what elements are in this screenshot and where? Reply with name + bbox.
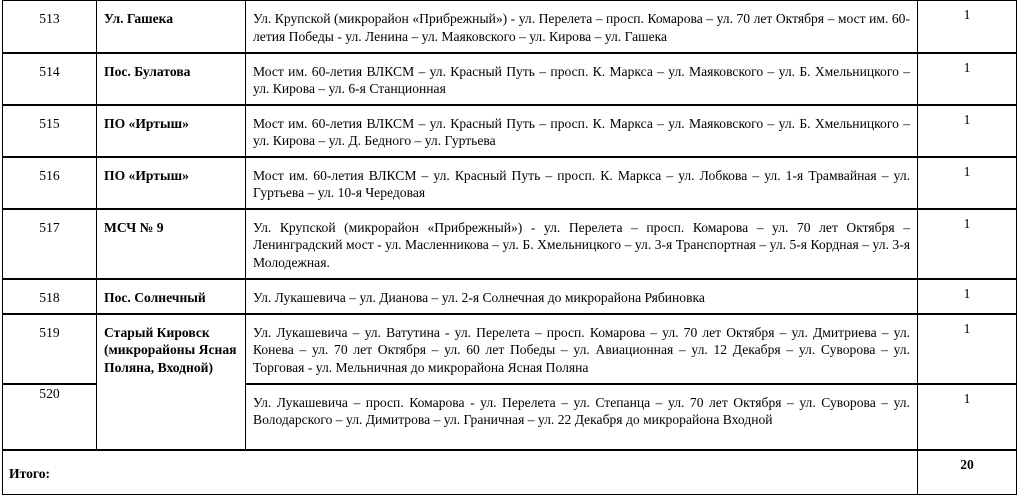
vehicle-count: 1 xyxy=(918,279,1017,314)
total-value: 20 xyxy=(918,450,1017,495)
route-description: Ул. Лукашевича – ул. Ватутина - ул. Перелета – просп. Комарова – ул. 70 лет Октября – ул. Дмитриева – ул. Конева – ул. 70 лет Октября – ул. 60 лет Победы – ул. Авиационная – ул. 12 Декабря – ул. Суворова – ул. Торговая - ул. Мельничная до микрорайона Ясная Поляна xyxy=(246,314,918,384)
routes-table xyxy=(2,0,1017,495)
destination: Пос. Булатова xyxy=(97,53,246,105)
total-row xyxy=(3,450,1017,495)
route-number: 517 xyxy=(3,209,97,279)
route-description: Ул. Лукашевича – просп. Комарова - ул. Перелета – ул. Степанца – ул. 70 лет Октября – ул. Суворова – ул. Володарского – ул. Димитрова – ул. Граничная – ул. 22 Декабря до микрорайона Входной xyxy=(246,384,918,450)
route-description: Ул. Лукашевича – ул. Дианова – ул. 2-я Солнечная до микрорайона Рябиновка xyxy=(246,279,918,314)
table-row xyxy=(3,209,1017,279)
table-row xyxy=(3,157,1017,209)
table-row xyxy=(3,279,1017,314)
vehicle-count: 1 xyxy=(918,209,1017,279)
route-description: Мост им. 60-летия ВЛКСМ – ул. Красный Путь – просп. К. Маркса – ул. Лобкова – ул. 1-я Трамвайная – ул. Гуртьева – ул. 10-я Чередовая xyxy=(246,157,918,209)
destination: ПО «Иртыш» xyxy=(97,157,246,209)
route-number: 515 xyxy=(3,105,97,157)
vehicle-count: 1 xyxy=(918,157,1017,209)
route-number: 519 xyxy=(3,314,97,384)
vehicle-count: 1 xyxy=(918,1,1017,53)
route-description: Мост им. 60-летия ВЛКСМ – ул. Красный Путь – просп. К. Маркса – ул. Маяковского – ул. Б. Хмельницкого – ул. Кирова – ул. Д. Бедного – ул. Гуртьева xyxy=(246,105,918,157)
route-number: 514 xyxy=(3,53,97,105)
table-row xyxy=(3,105,1017,157)
route-number: 518 xyxy=(3,279,97,314)
table-row xyxy=(3,314,1017,384)
vehicle-count: 1 xyxy=(918,53,1017,105)
route-number: 513 xyxy=(3,1,97,53)
vehicle-count: 1 xyxy=(918,105,1017,157)
destination: МСЧ № 9 xyxy=(97,209,246,279)
table-row xyxy=(3,1,1017,53)
route-number: 520 xyxy=(3,384,97,450)
table-row xyxy=(3,53,1017,105)
route-description: Ул. Крупской (микрорайон «Прибрежный») - ул. Перелета – просп. Комарова – ул. 70 лет Октября – Ленинградский мост - ул. Масленникова – ул. Б. Хмельницкого – ул. 3-я Транспортная – ул. 5-я Кордная – ул. 3-я Молодежная. xyxy=(246,209,918,279)
route-description: Ул. Крупской (микрорайон «Прибрежный») - ул. Перелета – просп. Комарова – ул. 70 лет Октября – мост им. 60-летия Победы - ул. Ленина – ул. Маяковского – ул. Кирова – ул. Гашека xyxy=(246,1,918,53)
vehicle-count: 1 xyxy=(918,384,1017,450)
route-description: Мост им. 60-летия ВЛКСМ – ул. Красный Путь – просп. К. Маркса – ул. Маяковского – ул. Б. Хмельницкого – ул. Кирова – ул. 6-я Станционная xyxy=(246,53,918,105)
vehicle-count: 1 xyxy=(918,314,1017,384)
destination: Ул. Гашека xyxy=(97,1,246,53)
destination: Пос. Солнечный xyxy=(97,279,246,314)
total-label: Итого: xyxy=(3,450,918,495)
destination: ПО «Иртыш» xyxy=(97,105,246,157)
destination: Старый Кировск (микрорайоны Ясная Поляна, Входной) xyxy=(97,314,246,450)
route-number: 516 xyxy=(3,157,97,209)
